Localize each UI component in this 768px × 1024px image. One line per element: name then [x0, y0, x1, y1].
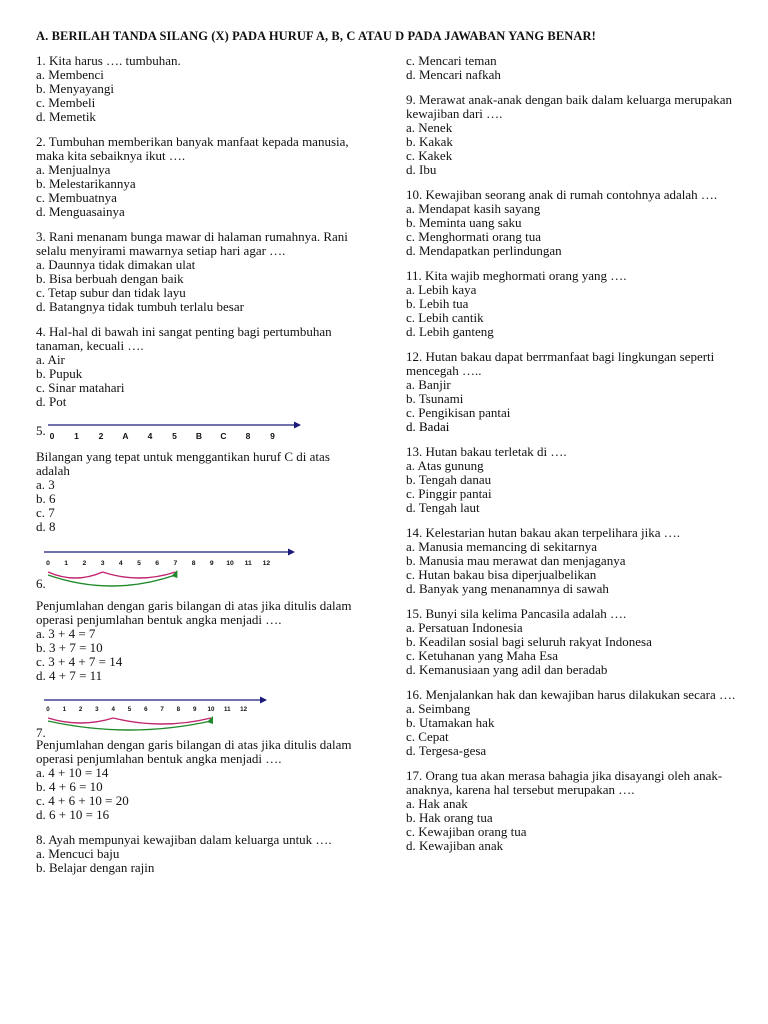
- tick-label: 3: [95, 706, 99, 713]
- option-b[interactable]: b. Melestarikannya: [36, 176, 136, 191]
- option-c[interactable]: c. 3 + 4 + 7 = 14: [36, 654, 123, 669]
- option-d[interactable]: d. Menguasainya: [36, 204, 125, 219]
- number-line: [44, 545, 314, 591]
- question-9: [406, 93, 746, 177]
- tick-label: A: [122, 431, 129, 441]
- question-11: [406, 269, 746, 339]
- left-column: [36, 54, 366, 886]
- question-stem: 10. Kewajiban seorang anak di rumah contohnya adalah ….: [406, 187, 718, 202]
- tick-label: 9: [209, 560, 214, 567]
- option-a[interactable]: a. Atas gunung: [406, 458, 484, 473]
- jump-arc: [48, 718, 113, 723]
- option-c[interactable]: c. Pengikisan pantai: [406, 405, 511, 420]
- option-d[interactable]: d. 6 + 10 = 16: [36, 807, 110, 822]
- option-a[interactable]: a. Mencuci baju: [36, 846, 120, 861]
- option-a[interactable]: a. Nenek: [406, 120, 453, 135]
- option-c[interactable]: c. Sinar matahari: [36, 380, 125, 395]
- option-d[interactable]: d. Mencari nafkah: [406, 67, 501, 82]
- question-stem: 12. Hutan bakau dapat berrmanfaat bagi lingkungan seperti mencegah …..: [406, 349, 715, 378]
- arc-arrow-head: [171, 570, 177, 578]
- option-c[interactable]: c. Tetap subur dan tidak layu: [36, 285, 186, 300]
- option-a[interactable]: a. Manusia memancing di sekitarnya: [406, 539, 597, 554]
- option-b[interactable]: b. 4 + 6 = 10: [36, 779, 103, 794]
- tick-label: 1: [74, 431, 79, 441]
- tick-label: 12: [262, 560, 271, 567]
- number-line-figure: [36, 545, 366, 591]
- number-line-figure: [36, 420, 366, 442]
- option-b[interactable]: b. Kakak: [406, 134, 453, 149]
- question-12: [406, 350, 746, 434]
- option-a[interactable]: a. Lebih kaya: [406, 282, 477, 297]
- option-c[interactable]: c. Kakek: [406, 148, 453, 163]
- option-a[interactable]: a. Mendapat kasih sayang: [406, 201, 541, 216]
- question-15: [406, 607, 746, 677]
- option-c[interactable]: c. Pinggir pantai: [406, 486, 492, 501]
- option-a[interactable]: a. Daunnya tidak dimakan ulat: [36, 257, 196, 272]
- option-a[interactable]: a. Menjualnya: [36, 162, 111, 177]
- option-d[interactable]: d. Memetik: [36, 109, 96, 124]
- arrow-head: [294, 422, 301, 429]
- question-stem: 16. Menjalankan hak dan kewajiban harus dilakukan secara ….: [406, 687, 736, 702]
- question-4: [36, 325, 366, 409]
- option-b[interactable]: b. Utamakan hak: [406, 715, 495, 730]
- option-d[interactable]: d. Lebih ganteng: [406, 324, 494, 339]
- option-a[interactable]: a. Hak anak: [406, 796, 468, 811]
- option-d[interactable]: d. Pot: [36, 394, 67, 409]
- number-line: [46, 420, 316, 442]
- option-c[interactable]: c. 7: [36, 505, 55, 520]
- option-b[interactable]: b. Tengah danau: [406, 472, 492, 487]
- arrow-head: [260, 697, 267, 704]
- tick-label: 12: [240, 706, 248, 713]
- question-number: 5.: [36, 423, 46, 438]
- option-c[interactable]: c. Mencari teman: [406, 53, 497, 68]
- question-stem: 2. Tumbuhan memberikan banyak manfaat kepada manusia, maka kita sebaiknya ikut ….: [36, 134, 349, 163]
- option-b[interactable]: b. Tsunami: [406, 391, 464, 406]
- option-a[interactable]: a. Banjir: [406, 377, 451, 392]
- question-1: [36, 54, 366, 124]
- option-a[interactable]: a. 4 + 10 = 14: [36, 765, 109, 780]
- question-17: [406, 769, 746, 853]
- tick-label: 1: [64, 560, 69, 567]
- question-stem: 11. Kita wajib meghormati orang yang ….: [406, 268, 627, 283]
- question-2: [36, 135, 366, 219]
- question-stem: 14. Kelestarian hutan bakau akan terpelihara jika ….: [406, 525, 680, 540]
- option-b[interactable]: b. Belajar dengan rajin: [36, 860, 155, 875]
- question-number: 6.: [36, 576, 46, 591]
- question-stem: Bilangan yang tepat untuk menggantikan huruf C di atas adalah: [36, 449, 330, 478]
- option-c[interactable]: c. Membuatnya: [36, 190, 117, 205]
- option-d[interactable]: d. Tergesa-gesa: [406, 743, 487, 758]
- arrow-head: [288, 549, 295, 556]
- question-13: [406, 445, 746, 515]
- question-stem: 15. Bunyi sila kelima Pancasila adalah ….: [406, 606, 627, 621]
- tick-label: 7: [160, 706, 164, 713]
- option-d[interactable]: d. Banyak yang menanamnya di sawah: [406, 581, 609, 596]
- option-a[interactable]: a. 3 + 4 = 7: [36, 626, 96, 641]
- option-a[interactable]: a. 3: [36, 477, 55, 492]
- jump-arc: [113, 718, 211, 724]
- tick-label: 9: [270, 431, 275, 441]
- option-b[interactable]: b. 3 + 7 = 10: [36, 640, 103, 655]
- option-b[interactable]: b. Meminta uang saku: [406, 215, 522, 230]
- option-a[interactable]: a. Membenci: [36, 67, 104, 82]
- tick-label: 5: [137, 560, 141, 567]
- question-7: [36, 694, 366, 822]
- option-d[interactable]: d. Mendapatkan perlindungan: [406, 243, 562, 258]
- option-d[interactable]: d. Badai: [406, 419, 450, 434]
- option-c[interactable]: c. Cepat: [406, 729, 449, 744]
- option-d[interactable]: d. 8: [36, 519, 56, 534]
- tick-label: 9: [192, 706, 197, 713]
- tick-label: 0: [49, 431, 55, 441]
- option-a[interactable]: a. Seimbang: [406, 701, 471, 716]
- option-c[interactable]: c. Membeli: [36, 95, 96, 110]
- tick-label: 2: [78, 706, 83, 713]
- tick-label: 2: [98, 431, 104, 441]
- question-stem: Penjumlahan dengan garis bilangan di atas jika ditulis dalam operasi penjumlahan bentuk angka menjadi ….: [36, 598, 352, 627]
- question-3: [36, 230, 366, 314]
- option-d[interactable]: d. Kemanusiaan yang adil dan beradab: [406, 662, 608, 677]
- tick-label: 8: [176, 706, 181, 713]
- option-d[interactable]: d. Ibu: [406, 162, 437, 177]
- tick-label: 4: [118, 560, 123, 567]
- tick-label: 10: [207, 706, 215, 713]
- number-line: [44, 694, 284, 734]
- tick-label: 0: [46, 560, 50, 567]
- option-d[interactable]: d. 4 + 7 = 11: [36, 668, 103, 683]
- question-10: [406, 188, 746, 258]
- option-d[interactable]: d. Kewajiban anak: [406, 838, 504, 853]
- option-d[interactable]: d. Batangnya tidak tumbuh terlalu besar: [36, 299, 244, 314]
- tick-label: 5: [172, 431, 177, 441]
- question-stem: 1. Kita harus …. tumbuhan.: [36, 53, 181, 68]
- tick-label: B: [195, 431, 203, 441]
- option-c[interactable]: c. Menghormati orang tua: [406, 229, 542, 244]
- question-stem: 9. Merawat anak-anak dengan baik dalam keluarga merupakan kewajiban dari ….: [406, 92, 733, 121]
- arc-arrow-head: [207, 716, 213, 724]
- tick-label: 11: [224, 706, 231, 713]
- option-d[interactable]: d. Tengah laut: [406, 500, 480, 515]
- option-a[interactable]: a. Air: [36, 352, 65, 367]
- tick-label: 6: [155, 560, 160, 567]
- tick-label: 5: [127, 706, 132, 713]
- question-stem: 17. Orang tua akan merasa bahagia jika disayangi oleh anak-anaknya, karena hal tersebut merupakan ….: [406, 768, 723, 797]
- number-line-figure: [36, 694, 366, 738]
- jump-arc: [103, 572, 176, 578]
- tick-label: 1: [62, 706, 67, 713]
- question-5: [36, 420, 366, 534]
- question-16: [406, 688, 746, 758]
- question-stem: 8. Ayah mempunyai kewajiban dalam keluarga untuk ….: [36, 832, 332, 847]
- tick-label: 4: [147, 431, 153, 441]
- right-column: [406, 54, 746, 864]
- tick-label: 0: [46, 706, 50, 713]
- tick-label: 11: [244, 560, 252, 567]
- tick-label: C: [220, 431, 227, 441]
- option-b[interactable]: b. Pupuk: [36, 366, 83, 381]
- tick-label: 7: [173, 560, 178, 567]
- tick-label: 4: [111, 706, 115, 713]
- option-c[interactable]: c. 4 + 6 + 10 = 20: [36, 793, 129, 808]
- option-b[interactable]: b. Menyayangi: [36, 81, 114, 96]
- question-8-continued: [406, 54, 746, 82]
- tick-label: 2: [82, 560, 87, 567]
- option-c[interactable]: c. Ketuhanan yang Maha Esa: [406, 648, 558, 663]
- option-b[interactable]: b. Hak orang tua: [406, 810, 493, 825]
- tick-label: 8: [191, 560, 196, 567]
- question-stem: 4. Hal-hal di bawah ini sangat penting bagi pertumbuhan tanaman, kecuali ….: [36, 324, 332, 353]
- tick-label: 8: [245, 431, 251, 441]
- option-c[interactable]: c. Hutan bakau bisa diperjualbelikan: [406, 567, 597, 582]
- option-c[interactable]: c. Kewajiban orang tua: [406, 824, 527, 839]
- option-b[interactable]: b. Bisa berbuah dengan baik: [36, 271, 184, 286]
- question-6: [36, 545, 366, 683]
- option-b[interactable]: b. Manusia mau merawat dan menjaganya: [406, 553, 626, 568]
- option-b[interactable]: b. 6: [36, 491, 56, 506]
- question-number: 7.: [36, 725, 46, 740]
- tick-label: 3: [100, 560, 105, 567]
- option-a[interactable]: a. Persatuan Indonesia: [406, 620, 523, 635]
- question-stem: 13. Hutan bakau terletak di ….: [406, 444, 567, 459]
- question-8: [36, 833, 366, 875]
- option-c[interactable]: c. Lebih cantik: [406, 310, 484, 325]
- question-14: [406, 526, 746, 596]
- question-stem: Penjumlahan dengan garis bilangan di atas jika ditulis dalam operasi penjumlahan bentuk angka menjadi ….: [36, 737, 352, 766]
- option-b[interactable]: b. Keadilan sosial bagi seluruh rakyat Indonesa: [406, 634, 652, 649]
- question-stem: 3. Rani menanam bunga mawar di halaman rumahnya. Rani selalu menyirami mawarnya setiap hari agar ….: [36, 229, 348, 258]
- tick-label: 6: [144, 706, 148, 713]
- option-b[interactable]: b. Lebih tua: [406, 296, 469, 311]
- tick-label: 10: [226, 560, 234, 567]
- section-heading: A. BERILAH TANDA SILANG (X) PADA HURUF A, B, C ATAU D PADA JAWABAN YANG BENAR!: [36, 29, 596, 43]
